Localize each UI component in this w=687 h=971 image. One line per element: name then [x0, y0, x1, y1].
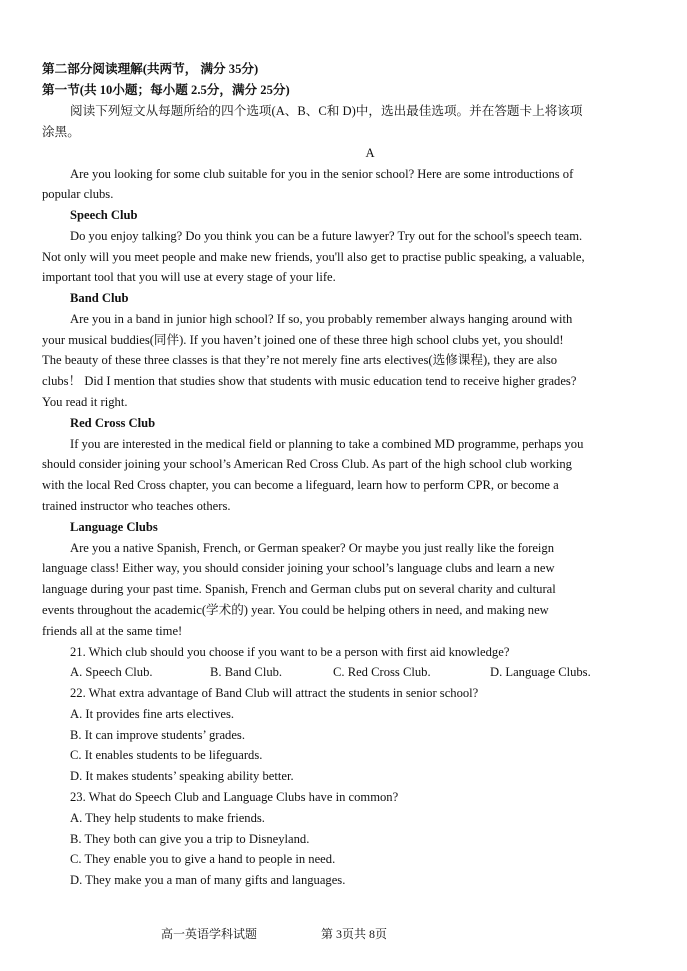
option-c: C. Red Cross Club.	[333, 665, 431, 679]
speech-line-1: Do you enjoy talking? Do you think you can be a future lawyer? Try out for the school's speech team.	[70, 229, 583, 243]
question-22-option-a: A. It provides fine arts electives.	[70, 707, 235, 721]
language-line-4: events throughout the academic(学术的) year. You could be helping others in need, and making new	[42, 603, 549, 617]
language-line-5: friends all at the same time!	[42, 624, 183, 638]
red-cross-club-title: Red Cross Club	[70, 416, 156, 430]
option-a: A. Speech Club.	[70, 665, 153, 679]
question-22-option-d: D. It makes students’ speaking ability better.	[70, 769, 294, 783]
band-line-3: The beauty of these three classes is that they’re not merely fine arts electives(选修课程), they are also	[42, 353, 558, 367]
option-b: B. Band Club.	[210, 665, 283, 679]
footer-subject: 高一英语学科试题	[161, 927, 258, 941]
question-23-option-b: B. They both can give you a trip to Disneyland.	[70, 832, 310, 846]
part-heading: 第二部分阅读理解(共两节， 满分 35分)	[42, 62, 259, 76]
language-line-2: language class! Either way, you should consider joining your school’s language clubs and learn a new	[42, 561, 555, 575]
passage-letter: A	[365, 146, 375, 160]
red-cross-line-1: If you are interested in the medical field or planning to take a combined MD programme, perhaps you	[70, 437, 584, 451]
band-line-1: Are you in a band in junior high school? If so, you probably remember always hanging around with	[70, 312, 573, 326]
band-line-4: clubs！ Did I mention that studies show that students with music education tend to receive higher grades?	[42, 374, 577, 388]
intro-line-2: popular clubs.	[42, 187, 114, 201]
language-line-3: language during your past time. Spanish, French and German clubs put on several charity and cultural	[42, 582, 556, 596]
intro-line-1: Are you looking for some club suitable for you in the senior school? Here are some introductions of	[70, 167, 574, 181]
instruction-line-2: 涂黑。	[42, 125, 80, 139]
question-23-option-a: A. They help students to make friends.	[70, 811, 265, 825]
footer-page-number: 第 3页共 8页	[321, 927, 388, 941]
section-heading: 第一节(共 10小题；每小题 2.5分，满分 25分)	[42, 83, 290, 97]
question-23-stem: 23. What do Speech Club and Language Clubs have in common?	[70, 790, 399, 804]
question-22-stem: 22. What extra advantage of Band Club will attract the students in senior school?	[70, 686, 479, 700]
question-21-stem: 21. Which club should you choose if you want to be a person with first aid knowledge?	[70, 645, 510, 659]
question-23-option-c: C. They enable you to give a hand to people in need.	[70, 852, 336, 866]
language-clubs-title: Language Clubs	[70, 520, 158, 534]
band-club-title: Band Club	[70, 291, 129, 305]
speech-line-2: Not only will you meet people and make new friends, you'll also get to practise public speaking, a valuable,	[42, 250, 585, 264]
question-22-option-c: C. It enables students to be lifeguards.	[70, 748, 263, 762]
option-d: D. Language Clubs.	[490, 665, 591, 679]
band-line-2: your musical buddies(同伴). If you haven’t joined one of these three high school clubs yet, you should!	[42, 333, 564, 347]
speech-club-title: Speech Club	[70, 208, 138, 222]
red-cross-line-4: trained instructor who teaches others.	[42, 499, 231, 513]
red-cross-line-3: with the local Red Cross chapter, you can become a lifeguard, learn how to perform CPR, or become a	[42, 478, 559, 492]
question-21-options	[70, 662, 642, 682]
language-line-1: Are you a native Spanish, French, or German speaker? Or maybe you just really like the foreign	[70, 541, 555, 555]
red-cross-line-2: should consider joining your school’s American Red Cross Club. As part of the high school club working	[42, 457, 572, 471]
speech-line-3: important tool that you will use at every stage of your life.	[42, 270, 336, 284]
band-line-5: You read it right.	[42, 395, 128, 409]
question-23-option-d: D. They make you a man of many gifts and languages.	[70, 873, 346, 887]
instruction-line-1: 阅读下列短文从每题所给的四个选项(A、B、C和 D)中，选出最佳选项。并在答题卡上将该项	[70, 104, 583, 118]
question-22-option-b: B. It can improve students’ grades.	[70, 728, 245, 742]
